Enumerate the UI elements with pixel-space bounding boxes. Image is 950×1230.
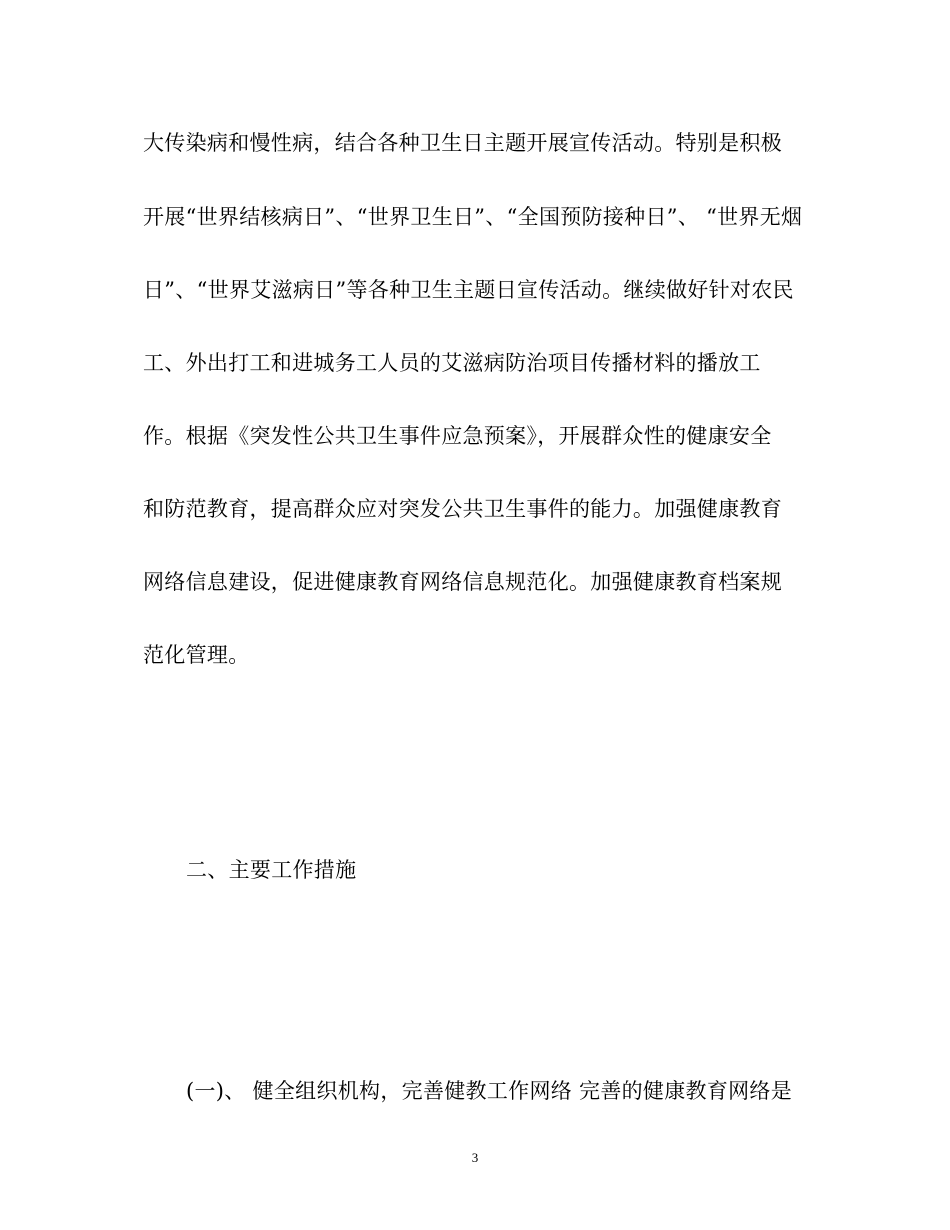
paragraph-line: 日”、“世界艾滋病日”等各种卫生主题日宣传活动。继续做好针对农民: [143, 278, 794, 302]
paragraph-line: 和防范教育，提高群众应对突发公共卫生事件的能力。加强健康教育: [143, 497, 782, 521]
paragraph-line: 作。根据《突发性公共卫生事件应急预案》，开展群众性的健康安全: [143, 424, 772, 448]
paragraph-line: 开展“世界结核病日”、“世界卫生日”、“全国预防接种日”、 “世界无烟: [143, 205, 803, 229]
paragraph-line: 大传染病和慢性病，结合各种卫生日主题开展宣传活动。特别是积极: [143, 131, 782, 155]
section-heading: 二、主要工作措施: [186, 858, 357, 882]
paragraph-line: 范化管理。: [143, 643, 250, 667]
page-number: 3: [471, 1150, 479, 1165]
paragraph-line: 工、外出打工和进城务工人员的艾滋病防治项目传播材料的播放工: [143, 351, 761, 375]
subsection-line: (一)、 健全组织机构，完善健教工作网络 完善的健康教育网络是: [186, 1079, 793, 1103]
paragraph-line: 网络信息建设，促进健康教育网络信息规范化。加强健康教育档案规: [143, 570, 782, 594]
